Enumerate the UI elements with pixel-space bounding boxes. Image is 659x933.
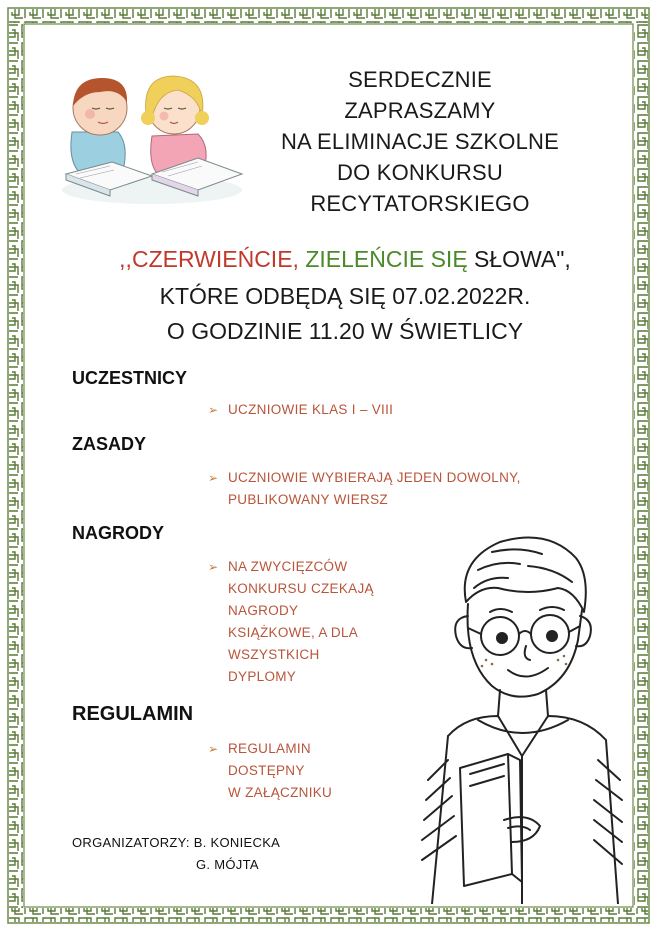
bullet-participants xyxy=(208,399,393,421)
arrow-bullet-icon: ➢ xyxy=(208,742,219,756)
heading-line: NA ELIMINACJE SZKOLNE xyxy=(280,129,560,154)
heading-line: DO KONKURSU xyxy=(337,160,503,185)
boy-with-glasses-illustration xyxy=(408,530,630,904)
section-title-regulations: REGULAMIN xyxy=(72,703,194,725)
heading-line: RECYTATORSKIEGO xyxy=(310,191,530,216)
event-place-line: O GODZINIE 11.20 W ŚWIETLICY xyxy=(166,318,524,344)
organizers xyxy=(72,832,280,876)
section-title-rules: ZASADY xyxy=(72,434,147,454)
bullet-line: KSIĄŻKOWE, A DLA xyxy=(228,625,359,640)
bullet-regulations xyxy=(208,738,332,804)
contest-word-dark: SŁOWA", xyxy=(474,246,571,272)
heading-line: SERDECZNIE xyxy=(348,67,492,92)
organizers-line: ORGANIZATORZY: B. KONIECKA xyxy=(72,835,281,850)
contest-open-quote: ,, xyxy=(119,246,132,272)
contest-title xyxy=(40,244,650,274)
bullet-prizes xyxy=(208,556,374,688)
bullet-line: WSZYSTKICH xyxy=(228,647,320,662)
bullet-line: UCZNIOWIE KLAS I – VIII xyxy=(228,402,394,417)
bullet-line: W ZAŁĄCZNIKU xyxy=(228,785,333,800)
section-title-participants: UCZESTNICY xyxy=(72,368,188,388)
bullet-line: NAGRODY xyxy=(228,603,299,618)
arrow-bullet-icon: ➢ xyxy=(208,403,219,417)
bullet-line: DYPLOMY xyxy=(228,669,297,684)
bullet-line: NA ZWYCIĘZCÓW xyxy=(228,559,348,574)
event-date-line: KTÓRE ODBĘDĄ SIĘ 07.02.2022R. xyxy=(159,283,531,309)
heading-line: ZAPRASZAMY xyxy=(344,98,496,123)
invitation-heading xyxy=(190,64,650,219)
bullet-rules xyxy=(208,467,521,511)
arrow-bullet-icon: ➢ xyxy=(208,471,219,485)
section-title-prizes: NAGRODY xyxy=(72,523,165,543)
bullet-line: DOSTĘPNY xyxy=(228,763,305,778)
arrow-bullet-icon: ➢ xyxy=(208,560,219,574)
bullet-line: REGULAMIN xyxy=(228,741,311,756)
organizers-second-line: G. MÓJTA xyxy=(196,857,259,872)
bullet-line: UCZNIOWIE WYBIERAJĄ JEDEN DOWOLNY, xyxy=(228,470,521,485)
contest-word-green: ZIELEŃCIE SIĘ xyxy=(305,246,468,272)
bullet-line: KONKURSU CZEKAJĄ xyxy=(228,581,374,596)
bullet-line: PUBLIKOWANY WIERSZ xyxy=(228,492,388,507)
contest-word-red: CZERWIEŃCIE, xyxy=(131,246,299,272)
